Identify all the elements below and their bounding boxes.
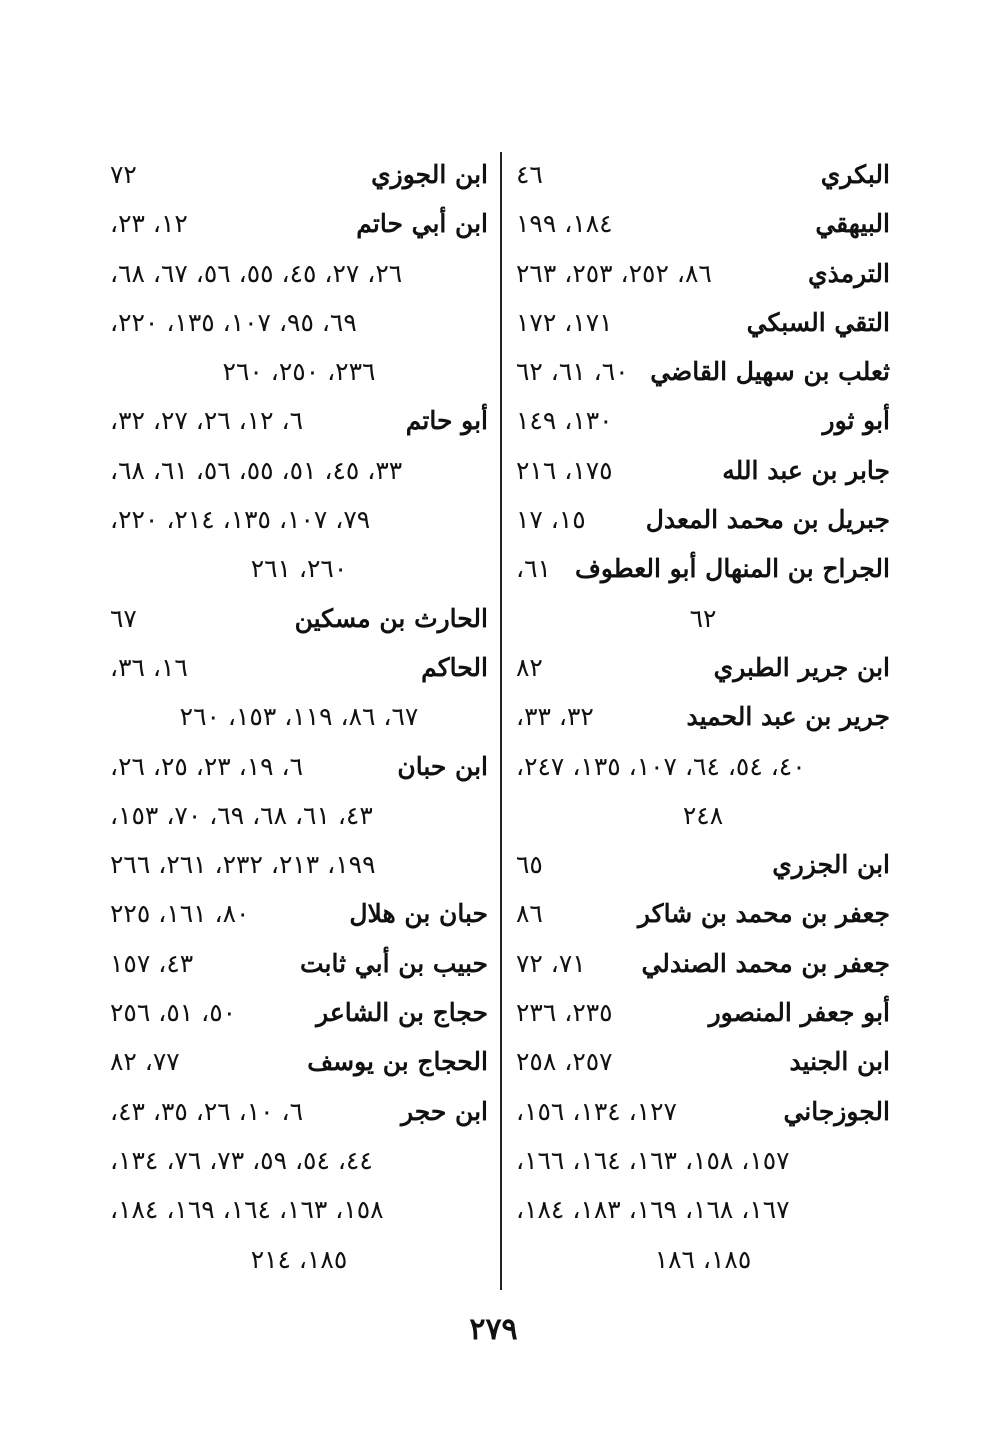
index-entry <box>516 1136 890 1185</box>
entry-name: أبو جعفر المنصور <box>708 998 890 1028</box>
entry-pages-continuation: ١٥٨، ١٦٣، ١٦٤، ١٦٩، ١٨٤، <box>110 1195 384 1225</box>
entry-pages: ٧١، ٧٢ <box>516 948 586 978</box>
entry-pages: ٦١، <box>516 554 551 584</box>
entry-pages: ٢٥٧، ٢٥٨ <box>516 1047 613 1077</box>
index-column-left <box>110 150 488 1284</box>
index-entry <box>110 643 488 692</box>
entry-name: ثعلب بن سهيل القاضي <box>650 357 890 387</box>
entry-pages-continuation: ٢٦، ٢٧، ٤٥، ٥٥، ٥٦، ٦٧، ٦٨، <box>110 258 403 288</box>
entry-pages: ٦٥ <box>516 850 543 880</box>
index-entry <box>516 150 890 199</box>
entry-pages: ٨٢ <box>516 652 543 682</box>
index-entry <box>516 1185 890 1234</box>
entry-pages-continuation: ٦٢ <box>689 603 717 633</box>
entry-name: أبو حاتم <box>405 406 488 436</box>
entry-pages-continuation: ٤٠، ٥٤، ٦٤، ١٠٧، ١٣٥، ٢٤٧، <box>516 751 806 781</box>
page-number: ٢٧٩ <box>469 1312 518 1347</box>
entry-pages-continuation: ٧٩، ١٠٧، ١٣٥، ٢١٤، ٢٢٠، <box>110 505 371 535</box>
entry-name: الجوزجاني <box>783 1096 890 1126</box>
entry-pages: ١٨٤، ١٩٩ <box>516 209 613 239</box>
index-entry <box>110 1087 488 1136</box>
index-entry <box>516 1037 890 1086</box>
entry-pages: ٦٠، ٦١، ٦٢ <box>516 357 629 387</box>
index-entry <box>516 692 890 741</box>
index-entry <box>110 249 488 298</box>
entry-pages-continuation: ١٨٥، ٢١٤ <box>250 1244 348 1274</box>
entry-name: حبيب بن أبي ثابت <box>299 948 488 978</box>
index-entry <box>516 1235 890 1284</box>
entry-pages-continuation: ١٨٥، ١٨٦ <box>654 1244 752 1274</box>
entry-pages-continuation: ٣٣، ٤٥، ٥١، ٥٥، ٥٦، ٦١، ٦٨، <box>110 455 403 485</box>
index-entry <box>110 840 488 889</box>
entry-pages: ٦، ١٩، ٢٣، ٢٥، ٢٦، <box>110 751 304 781</box>
entry-pages-continuation: ١٦٧، ١٦٨، ١٦٩، ١٨٣، ١٨٤، <box>516 1195 790 1225</box>
index-entry <box>516 889 890 938</box>
index-entry <box>516 199 890 248</box>
entry-pages-continuation: ٢٤٨ <box>682 800 724 830</box>
entry-name: ابن حجر <box>400 1096 488 1126</box>
index-entry <box>110 692 488 741</box>
index-entry <box>110 298 488 347</box>
index-entry <box>110 396 488 445</box>
index-entry <box>516 446 890 495</box>
index-entry <box>110 1037 488 1086</box>
column-divider <box>500 152 502 1290</box>
entry-name: جرير بن عبد الحميد <box>686 702 890 732</box>
entry-pages: ٣٢، ٣٣، <box>516 702 594 732</box>
index-entry <box>516 988 890 1037</box>
entry-name: الحارث بن مسكين <box>294 603 488 633</box>
entry-pages: ٤٣، ١٥٧ <box>110 948 194 978</box>
index-entry <box>110 1136 488 1185</box>
index-entry <box>516 594 890 643</box>
index-entry <box>110 1235 488 1284</box>
entry-pages: ٧٢ <box>110 160 137 189</box>
entry-pages: ١٥، ١٧ <box>516 505 586 535</box>
entry-name: ابن الجزري <box>772 850 890 880</box>
entry-name: جابر بن عبد الله <box>722 455 890 485</box>
entry-name: ابن الجنيد <box>789 1047 890 1077</box>
index-entry <box>110 446 488 495</box>
entry-pages-continuation: ٤٤، ٥٤، ٥٩، ٧٣، ٧٦، ١٣٤، <box>110 1145 373 1175</box>
entry-pages: ٨٦، ٢٥٢، ٢٥٣، ٢٦٣ <box>516 258 712 288</box>
entry-pages: ٥٠، ٥١، ٢٥٦ <box>110 998 237 1028</box>
entry-pages: ٦، ١٢، ٢٦، ٢٧، ٣٢، <box>110 406 304 436</box>
entry-name: حبان بن هلال <box>349 899 488 929</box>
entry-pages: ١٢٧، ١٣٤، ١٥٦، <box>516 1096 677 1126</box>
index-column-right <box>516 150 890 1284</box>
entry-name: الترمذي <box>808 258 890 288</box>
entry-name: البيهقي <box>815 209 890 239</box>
index-entry <box>110 1185 488 1234</box>
entry-pages: ٦، ١٠، ٢٦، ٣٥، ٤٣، <box>110 1096 304 1126</box>
index-entry <box>516 840 890 889</box>
entry-pages: ١٦، ٣٦، <box>110 652 188 682</box>
index-entry <box>516 643 890 692</box>
entry-name: جعفر بن محمد بن شاكر <box>637 899 890 929</box>
index-entry <box>516 298 890 347</box>
entry-pages: ١٧٥، ٢١٦ <box>516 455 613 485</box>
index-entry <box>110 199 488 248</box>
index-entry <box>110 889 488 938</box>
index-entry <box>110 347 488 396</box>
index-entry <box>110 791 488 840</box>
index-entry <box>110 150 488 199</box>
index-entry <box>516 742 890 791</box>
entry-pages: ٦٧ <box>110 603 137 633</box>
index-entry <box>110 495 488 544</box>
entry-pages: ٢٣٥، ٢٣٦ <box>516 998 613 1028</box>
index-entry <box>110 544 488 593</box>
entry-pages: ٨٦ <box>516 899 543 929</box>
entry-name: جبريل بن محمد المعدل <box>645 505 890 535</box>
index-entry <box>516 396 890 445</box>
entry-pages: ٨٠، ١٦١، ٢٢٥ <box>110 899 250 929</box>
entry-pages: ٤٦ <box>516 160 543 189</box>
entry-pages: ١٣٠، ١٤٩ <box>516 406 613 436</box>
entry-name: ابن الجوزي <box>371 160 488 189</box>
entry-pages: ٧٧، ٨٢ <box>110 1047 180 1077</box>
index-entry <box>516 939 890 988</box>
entry-name: ابن حبان <box>397 751 488 781</box>
entry-name: التقي السبكي <box>746 307 890 337</box>
entry-name: ابن أبي حاتم <box>356 209 488 239</box>
index-entry <box>110 742 488 791</box>
index-entry <box>110 988 488 1037</box>
entry-name: ابن جرير الطبري <box>713 652 890 682</box>
entry-name: الحاكم <box>421 652 488 682</box>
entry-pages-continuation: ٢٣٦، ٢٥٠، ٢٦٠ <box>222 357 376 387</box>
entry-pages-continuation: ٦٧، ٨٦، ١١٩، ١٥٣، ٢٦٠ <box>179 702 419 732</box>
entry-name: الحجاج بن يوسف <box>307 1047 488 1077</box>
index-entry <box>516 249 890 298</box>
entry-pages-continuation: ١٥٧، ١٥٨، ١٦٣، ١٦٤، ١٦٦، <box>516 1145 790 1175</box>
index-entry <box>516 791 890 840</box>
entry-pages-continuation: ٢٦٠، ٢٦١ <box>250 554 348 584</box>
index-entry <box>110 594 488 643</box>
index-entry <box>516 347 890 396</box>
index-entry <box>516 495 890 544</box>
entry-pages: ١٢، ٢٣، <box>110 209 188 239</box>
entry-pages-continuation: ٤٣، ٦١، ٦٨، ٦٩، ٧٠، ١٥٣، <box>110 800 373 830</box>
entry-name: حجاج بن الشاعر <box>316 998 488 1028</box>
entry-name: البكري <box>820 160 890 189</box>
entry-name: الجراح بن المنهال أبو العطوف <box>574 554 890 584</box>
entry-pages: ١٧١، ١٧٢ <box>516 307 613 337</box>
entry-pages-continuation: ٦٩، ٩٥، ١٠٧، ١٣٥، ٢٢٠، <box>110 307 357 337</box>
entry-pages-continuation: ١٩٩، ٢١٣، ٢٣٢، ٢٦١، ٢٦٦ <box>110 850 376 880</box>
index-entry <box>110 939 488 988</box>
entry-name: جعفر بن محمد الصندلي <box>641 948 890 978</box>
index-entry <box>516 1087 890 1136</box>
index-entry <box>516 544 890 593</box>
entry-name: أبو ثور <box>822 406 890 436</box>
